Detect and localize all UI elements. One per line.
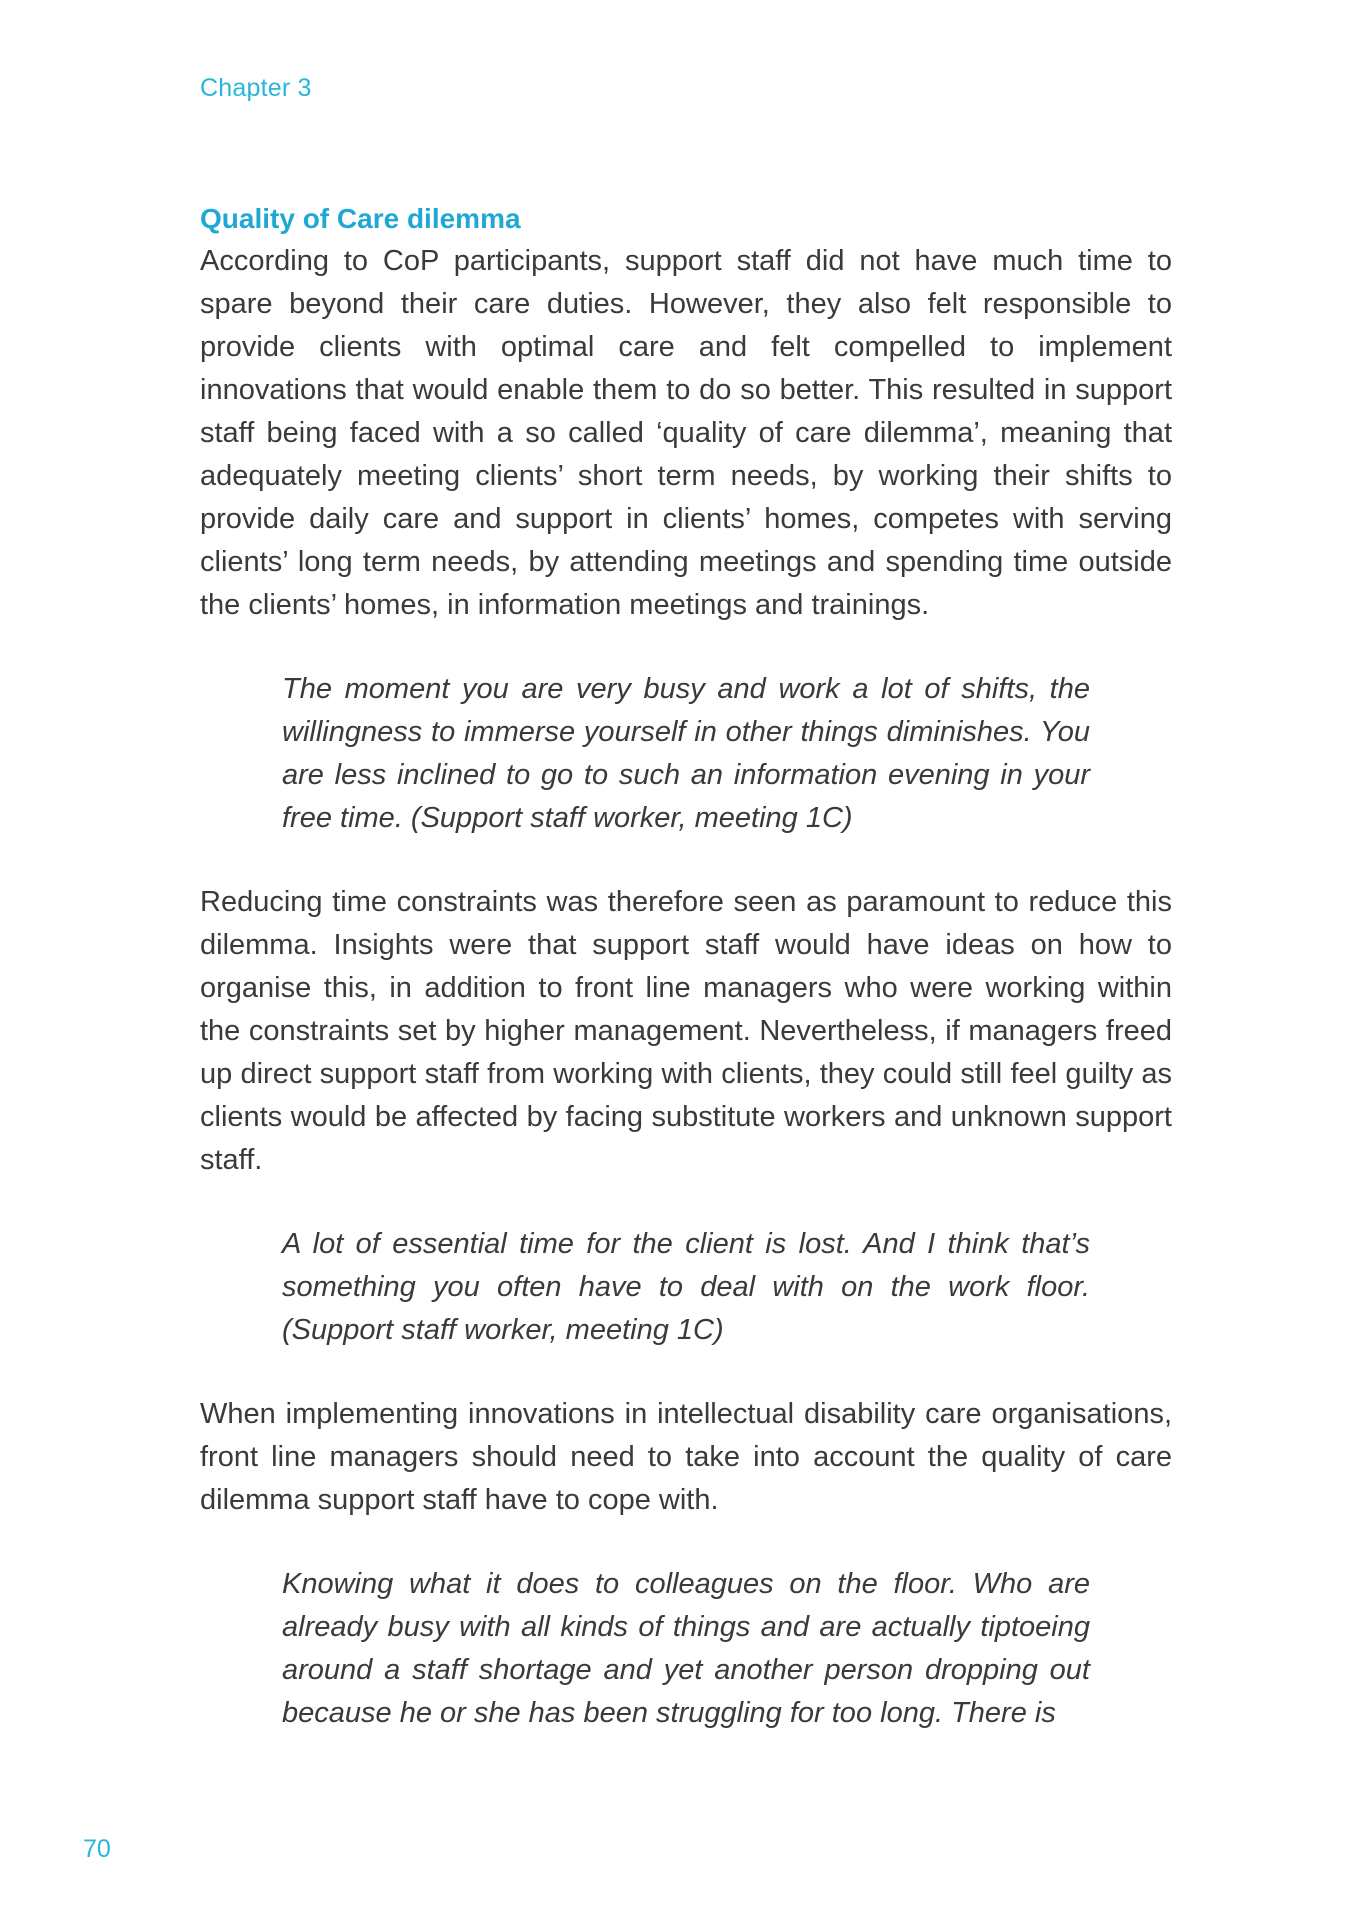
body-paragraph-1: According to CoP participants, support staff did not have much time to spare beyond their care duties. However, they also felt responsible to provide clients with optimal care and felt compelled to implement innovations that would enable them to do so better. This resulted in support staff being faced with a so called ‘quality of care dilemma’, meaning that adequately meeting clients’ short term needs, by working their shifts to provide daily care and support in clients’ homes, competes with serving clients’ long term needs, by attending meetings and spending time outside the clients’ homes, in information meetings and trainings. (200, 245, 1172, 621)
quote-block-2: A lot of essential time for the client is lost. And I think that’s something you often have to deal with on the work floor. (Support staff worker, meeting 1C) (282, 1228, 1090, 1346)
quote-block-3: Knowing what it does to colleagues on the floor. Who are already busy with all kinds of things and are actually tiptoeing around a staff shortage and yet another person dropping out because he or she has been struggling for too long. There is (282, 1568, 1090, 1729)
chapter-header: Chapter 3 (200, 74, 312, 102)
main-content (200, 197, 1172, 1735)
quote-block-1: The moment you are very busy and work a lot of shifts, the willingness to immerse yourself in other things diminishes. You are less inclined to go to such an information evening in your free time. (Support staff worker, meeting 1C) (282, 673, 1090, 834)
body-paragraph-2: Reducing time constraints was therefore seen as paramount to reduce this dilemma. Insights were that support staff would have ideas on how to organise this, in addition to front line managers who were working within the constraints set by higher management. Nevertheless, if managers freed up direct support staff from working with clients, they could still feel guilty as clients would be affected by facing substitute workers and unknown support staff. (200, 886, 1172, 1176)
page-number: 70 (83, 1835, 111, 1863)
section-heading: Quality of Care dilemma (200, 203, 521, 234)
body-paragraph-3: When implementing innovations in intellectual disability care organisations, front line managers should need to take into account the quality of care dilemma support staff have to cope with. (200, 1398, 1172, 1516)
